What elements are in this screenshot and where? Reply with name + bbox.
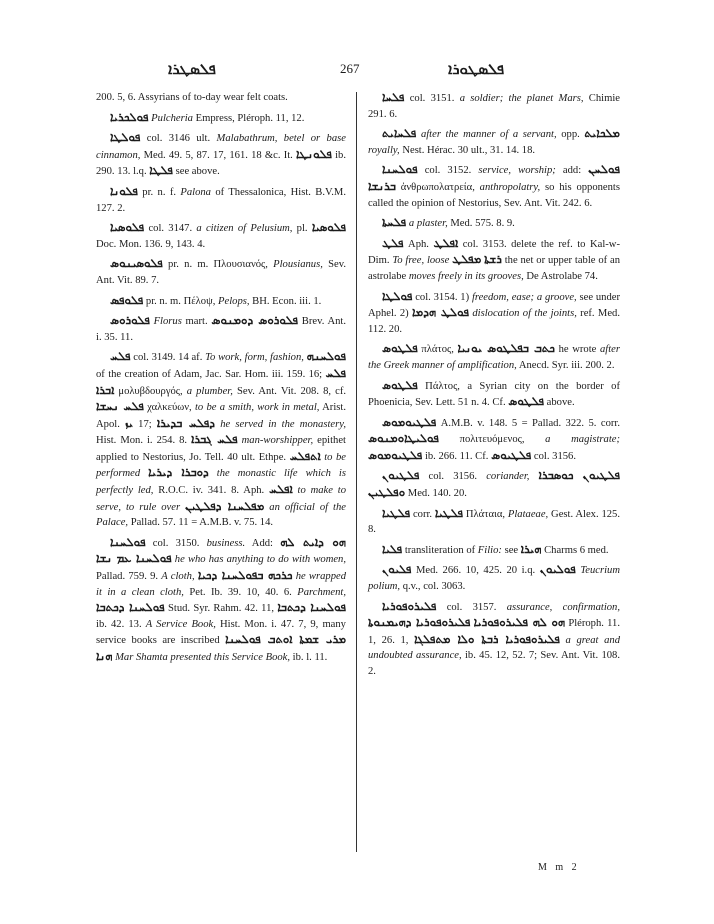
entry-text: see under Aphel. 2) bbox=[368, 291, 620, 320]
syriac-text: ܦܘܠܝܘܢ bbox=[539, 562, 576, 577]
entry-text: col. 3150. bbox=[145, 537, 207, 549]
entry-text: corr. bbox=[410, 508, 435, 520]
italic-gloss: to be performed bbox=[96, 451, 346, 480]
entry-text: Charms 6 med. bbox=[541, 544, 609, 556]
dictionary-entry bbox=[96, 184, 346, 216]
entry-text: 17; bbox=[132, 418, 157, 430]
syriac-text: ܗܘ ܕܐܝܬ ܠܗ ܦܘܠܚܢܐ ܥܡ ܢܫܐ bbox=[96, 534, 346, 566]
entry-text: Med. 266. 10, 425. 20 i.q. bbox=[411, 565, 540, 577]
entry-text: of Thessalonica, Hist. B.V.M. 127. 2. bbox=[96, 186, 347, 214]
left-column bbox=[96, 90, 346, 670]
syriac-text: ܡܠܟܐܝܬ bbox=[584, 126, 620, 141]
entry-text: Stud. Syr. Rahm. 42. 11, bbox=[164, 603, 278, 615]
entry-text: col. 3156. bbox=[419, 471, 487, 483]
entry-text: he wrote bbox=[554, 344, 600, 356]
entry-text: transliteration of bbox=[402, 544, 478, 556]
entry-text: col. 3152. bbox=[417, 165, 479, 177]
italic-gloss: Mar Shamta presented this Service Book, bbox=[115, 652, 291, 663]
syriac-text: ܦܘܠܟܪܝܐ bbox=[110, 109, 149, 124]
dictionary-entry bbox=[368, 90, 620, 122]
italic-gloss: a plaster, bbox=[408, 218, 448, 230]
italic-gloss: Plataeae, bbox=[507, 508, 549, 520]
italic-gloss: royally, bbox=[368, 144, 400, 156]
entry-text: Sev. Ant. Vit. 208. 8, cf. bbox=[232, 385, 347, 397]
dictionary-entry bbox=[96, 313, 346, 345]
dictionary-entry bbox=[96, 90, 346, 106]
entry-text: mart. bbox=[181, 316, 212, 328]
italic-gloss: to be a smith, work in metal, bbox=[194, 402, 320, 414]
syriac-text: ܦܘܠܚܢܐ bbox=[382, 162, 418, 177]
syriac-text: ܦܠܝܘܢ bbox=[382, 562, 412, 577]
entry-text: see above. bbox=[172, 166, 220, 178]
entry-text: Πλάταια, bbox=[463, 508, 508, 520]
entry-text: Pet. Ib. 39. 10, 40. 6. bbox=[183, 586, 298, 598]
syriac-text: ܦܠܚܐ bbox=[382, 90, 405, 104]
syriac-text: ܦܠܘܢܐ bbox=[110, 183, 138, 198]
italic-gloss: a magistrate; bbox=[545, 434, 621, 446]
dictionary-entry bbox=[368, 506, 620, 538]
syriac-text: ܦܠܘܪܘܣ ܕܘܡܢܘܣ bbox=[211, 313, 299, 328]
entry-text: above. bbox=[544, 397, 575, 409]
entry-text bbox=[140, 468, 148, 479]
syriac-text: ܦܘܠܝܛܐܘܡܢܘܣ bbox=[368, 431, 439, 446]
entry-text: χαλκεύων, bbox=[143, 402, 195, 414]
syriac-text: ܦܠܛ bbox=[382, 235, 404, 250]
syriac-text: ܦܠܘܪܘܣ bbox=[110, 313, 150, 328]
entry-text: col. 3147. bbox=[144, 223, 197, 235]
syriac-text: ܦܠܛܝܘܢ bbox=[382, 468, 420, 483]
syriac-text: ܡܦܠܚܢܐ ܕܦܠܛܝܢ bbox=[185, 498, 265, 513]
italic-gloss: he wrapped it in a clean cloth, bbox=[96, 571, 347, 598]
dictionary-entry bbox=[368, 599, 620, 680]
syriac-text: ܦܠܛܐ bbox=[149, 163, 173, 178]
syriac-text: ܟܘܣܒܪܐ bbox=[538, 468, 574, 483]
right-column bbox=[368, 90, 620, 684]
entry-text: Chimie 291. 6. bbox=[368, 93, 620, 120]
entry-text: Arist. Apol. bbox=[96, 402, 346, 430]
syriac-text: ܦܠܛܝܘܣ bbox=[491, 447, 532, 462]
entry-text: μολυβδουργός, bbox=[114, 385, 187, 397]
entry-text: BH. Econ. iii. 1. bbox=[249, 295, 322, 307]
dictionary-entry bbox=[96, 535, 346, 666]
syriac-text: ܦܠܝܪܘܦܘܪܝܐ ܪܒܬܐ ܘܠܐ ܡܬܦܠܓܐ bbox=[414, 631, 560, 646]
italic-gloss: Pelops, bbox=[218, 295, 250, 307]
italic-gloss: to make to serve, to rule over bbox=[96, 485, 346, 513]
syriac-text: ܦܠܚ ܓܒܪܐ bbox=[191, 432, 238, 447]
entry-text: Empress, Pléroph. 11, 12. bbox=[192, 112, 305, 124]
syriac-text: ܡܦܠܛ bbox=[452, 252, 482, 267]
column-divider bbox=[356, 92, 357, 852]
entry-text: pr. n. m. Πλουσιανός, bbox=[162, 259, 274, 271]
entry-text bbox=[209, 468, 217, 479]
italic-gloss: Parchment, bbox=[297, 586, 347, 598]
dictionary-entry bbox=[368, 341, 620, 373]
entry-text: Sev. Ant. Vit. 89. 7. bbox=[96, 259, 346, 286]
syriac-text: ܦܠܛܝܘܢ ܘܦܠܛܝܢ bbox=[368, 468, 621, 500]
entry-text: πολιτευόμενος, bbox=[438, 434, 546, 446]
italic-gloss: Teucrium polium, bbox=[368, 565, 620, 593]
syriac-text: ܦܠܛܘܣ bbox=[382, 341, 418, 356]
entry-text: so his opponents called the opinion of Nestorius, Sev. Ant. Vit. 242. 6. bbox=[368, 181, 620, 209]
syriac-text: ܦܠܛܝܘܡܘܣ bbox=[368, 447, 423, 462]
italic-gloss: dislocation of the joints, bbox=[472, 308, 577, 320]
italic-gloss: a soldier; the planet Mars, bbox=[459, 93, 584, 104]
italic-gloss: the monastic life which is perfectly led, bbox=[96, 468, 346, 497]
syriac-text: ܡܪܝ ܫܡܬܐ ܐܘܬܒ ܦܘܠܚܢܐ ܗܢܐ bbox=[96, 632, 347, 663]
entry-text: ib. 45. 12, 52. 7; Sev. Ant. Vit. 108. 2. bbox=[368, 650, 620, 677]
entry-text: Med. 140. 20. bbox=[405, 488, 467, 500]
header-left-headword: ܦܠܣܛܪܐ bbox=[168, 60, 216, 78]
entry-text: Aph. bbox=[403, 238, 434, 250]
entry-text: ib. 290. 13. l.q. bbox=[96, 149, 346, 178]
syriac-text: ܕܘܒܪܐ ܕܝܪܝܐ bbox=[148, 465, 209, 480]
entry-text: of the creation of Adam, Jac. Sar. Hom. iii. 159. 16; bbox=[96, 368, 326, 380]
italic-gloss: after the manner of a servant, bbox=[420, 129, 557, 141]
syriac-text: ܦܠܚܬܐ bbox=[382, 215, 407, 230]
entry-text: ref. Med. 112. 20. bbox=[368, 308, 620, 335]
entry-text: A.M.B. v. 148. 5 = Pallad. 322. 5. corr. bbox=[436, 417, 620, 429]
syriac-text: ܟܬܒ ܒܦܠܛܘܣ ܝܘܢܝܐ bbox=[457, 341, 555, 356]
italic-gloss: Filio: bbox=[477, 544, 502, 556]
italic-gloss: To work, form, fashion, bbox=[205, 352, 304, 364]
syriac-text: ܦܠܘܣܝܐ bbox=[110, 220, 145, 235]
syriac-text: ܦܠܘܦܣ bbox=[110, 292, 144, 307]
italic-gloss: he who has anything to do with women, bbox=[174, 554, 346, 566]
italic-gloss: A Service Book, bbox=[145, 618, 216, 630]
syriac-text: ܕܦܠܚ ܒܕܝܪܐ bbox=[156, 415, 215, 430]
dictionary-entry bbox=[368, 562, 620, 594]
syriac-text: ܦܠܘܣܝܢܘܣ bbox=[110, 256, 163, 271]
italic-gloss: he served in the monastery, bbox=[220, 418, 347, 430]
header-right-headword: ܦܠܣܛܘܪܐ bbox=[448, 60, 505, 78]
syriac-text: ܦܘܠܛ ܗܕܡܐ bbox=[412, 305, 470, 320]
syriac-text: ܦܘܠܚܢ ܒܪܢܫܐ bbox=[368, 162, 620, 193]
italic-gloss: freedom, ease; a groove, bbox=[471, 291, 577, 303]
entry-text: Pléroph. 11. 1, 26. 1, bbox=[368, 618, 621, 646]
dictionary-entry bbox=[368, 215, 620, 232]
syriac-text: ܦܠܝܪܘܦܘܪܝܐ bbox=[382, 598, 437, 613]
syriac-text: ܦܠܚܐܝܬ bbox=[382, 126, 417, 141]
syriac-text: ܦܘܠܚܢܗ bbox=[306, 349, 346, 364]
entry-text: col. 3146 ult. bbox=[140, 133, 217, 145]
entry-text: R.O.C. iv. 341. 8. Aph. bbox=[153, 485, 269, 497]
entry-text bbox=[529, 471, 538, 482]
italic-gloss: man-worshipper, bbox=[241, 435, 314, 447]
italic-gloss: anthropolatry, bbox=[479, 181, 541, 193]
italic-gloss: Plousianus, bbox=[273, 259, 323, 271]
entry-text: Med. 49. 5, 87. 17, 161. 18 &c. It. bbox=[140, 149, 297, 161]
italic-gloss: To free, loose bbox=[392, 255, 450, 267]
entry-text: pr. n. m. Πέλοψ, bbox=[143, 295, 219, 307]
syriac-text: ܦܠܚ ܢܚܫܐ bbox=[96, 399, 144, 414]
entry-text: col. 3157. bbox=[436, 601, 507, 613]
entry-text: Nest. Hérac. 30 ult., 31. 14. 18. bbox=[399, 144, 536, 156]
entry-text: ἀνθρωπολατρεία, bbox=[395, 181, 480, 193]
entry-text: col. 3156. bbox=[531, 450, 576, 462]
entry-text: Pallad. 759. 9. bbox=[96, 571, 162, 583]
syriac-text: ܦܘܠܛܐ bbox=[382, 288, 413, 303]
syriac-text: ܪܫܬܐ bbox=[484, 252, 502, 267]
syriac-text: ܦܠܝܐ bbox=[382, 541, 403, 556]
syriac-text: ܐܬܦܠܚ bbox=[289, 448, 321, 463]
syriac-text: ܦܠܛܝܐ bbox=[382, 505, 411, 520]
italic-gloss: a great and undoubted assurance, bbox=[368, 634, 620, 662]
syriac-text: ܦܘܠܚܢܐ ܕܟܬܒܐ bbox=[277, 600, 347, 615]
syriac-text: ܦܘܠܛܐ bbox=[110, 130, 141, 145]
syriac-text: ܦܠܚ ܐܒܪܐ bbox=[96, 365, 346, 397]
entry-text: Doc. Mon. 136. 9, 143. 4. bbox=[96, 238, 206, 250]
dictionary-entry bbox=[96, 349, 346, 531]
signature-mark: M m 2 bbox=[538, 862, 580, 873]
syriac-text: ܟܪܟܗ ܒܦܘܠܚܢܐ ܕܟܝܐ bbox=[197, 568, 293, 583]
entry-text bbox=[574, 471, 583, 482]
italic-gloss: Pulcheria bbox=[151, 112, 193, 124]
entry-text: Pallad. 57. 11 = A.M.B. v. 75. 14. bbox=[128, 517, 274, 529]
italic-gloss: a plumber, bbox=[186, 385, 233, 397]
syriac-text: ܦܠܛܘܣ bbox=[508, 394, 545, 409]
running-header bbox=[0, 60, 714, 80]
syriac-text: ܐܦܠܛ bbox=[433, 235, 459, 250]
entry-text: πλάτος, bbox=[417, 344, 458, 356]
entry-text: col. 3153. delete the ref. to Kal-w-Dim. bbox=[368, 238, 620, 267]
syriac-text: ܗܝܪܐ bbox=[520, 541, 542, 556]
syriac-text: ܦܠܛܝܐ bbox=[434, 505, 464, 520]
italic-gloss: business. bbox=[206, 537, 246, 549]
entry-text: ib. l. 11. bbox=[290, 652, 328, 663]
entry-text: pr. n. f. bbox=[137, 186, 181, 198]
dictionary-entry bbox=[368, 542, 620, 559]
italic-gloss: an official of the Palace, bbox=[96, 501, 347, 529]
entry-text: see bbox=[501, 544, 521, 556]
italic-gloss: assurance, confirmation, bbox=[506, 601, 621, 613]
entry-text: add: bbox=[555, 165, 589, 177]
entry-text: pl. bbox=[292, 223, 312, 235]
dictionary-entry bbox=[368, 378, 620, 411]
dictionary-entry bbox=[368, 468, 620, 501]
dictionary-entry bbox=[368, 289, 620, 338]
dictionary-entry bbox=[96, 220, 346, 252]
entry-text: the net or upper table of an astrolabe bbox=[368, 255, 620, 282]
syriac-text: ܦܠܛܝܘܡܘܣ bbox=[382, 414, 437, 429]
syriac-text: ܦܠܛܘܣ bbox=[382, 377, 418, 392]
italic-gloss: Palona bbox=[180, 186, 211, 198]
dictionary-entry bbox=[96, 110, 346, 127]
entry-text: col. 3151. bbox=[404, 93, 460, 104]
dictionary-entry bbox=[96, 256, 346, 288]
entry-text: 200. 5, 6. Assyrians of to-day wear felt coats. bbox=[96, 92, 288, 103]
entry-text: ib. 42. 13. bbox=[96, 618, 146, 630]
dictionary-entry bbox=[368, 236, 620, 285]
italic-gloss: moves freely in its grooves, bbox=[408, 270, 524, 282]
entry-text: ib. 266. 11. Cf. bbox=[422, 450, 492, 462]
syriac-text: ܦܠܘܣܝܐ bbox=[311, 220, 347, 235]
entry-text: De Astrolabe 74. bbox=[523, 270, 598, 282]
italic-gloss: Malabathrum, betel or base cinnamon, bbox=[96, 133, 346, 161]
entry-text: Gest. Alex. 125. 8. bbox=[368, 508, 620, 536]
italic-gloss: Florus bbox=[153, 316, 182, 328]
dictionary-entry bbox=[368, 126, 620, 158]
entry-text: Hist. Mon. i. 47. 7, 9, many service books are inscribed bbox=[96, 618, 346, 647]
dictionary-entry bbox=[368, 415, 620, 465]
italic-gloss: a citizen of Pelusium, bbox=[196, 223, 293, 235]
entry-text: Πάλτος, a Syrian city on the border of Phoenicia, Sev. Lett. 51 n. 4. Cf. bbox=[368, 380, 620, 409]
entry-text: col. 3149. 14 af. bbox=[130, 352, 206, 364]
syriac-text: ܐܦܠܚ bbox=[269, 482, 293, 497]
dictionary-entry bbox=[96, 293, 346, 310]
italic-gloss: service, worship; bbox=[478, 165, 556, 177]
syriac-text: ܦܘܠܚܢܐ ܕܟܬܒܐ bbox=[96, 600, 165, 615]
syriac-text: ܦܘܠܚܢܐ bbox=[110, 534, 146, 549]
entry-text: Med. 575. 8. 9. bbox=[447, 218, 515, 230]
entry-text: q.v., col. 3063. bbox=[400, 581, 466, 593]
italic-gloss: after the Greek manner of amplification, bbox=[368, 344, 620, 371]
italic-gloss: coriander, bbox=[486, 471, 530, 483]
entry-text: Add: bbox=[245, 537, 281, 549]
entry-text: Hist. Mon. i. 254. 8. bbox=[96, 435, 192, 447]
syriac-text: ܦܠܘܢܛܐ bbox=[296, 146, 332, 161]
entry-text: epithet applied to Nestorius, Jo. Tell. 40 ult. Ethpe. bbox=[96, 435, 346, 463]
entry-text: col. 3154. 1) bbox=[412, 291, 472, 303]
entry-text: opp. bbox=[556, 129, 585, 141]
syriac-text: ܝܙ bbox=[125, 415, 133, 430]
dictionary-entry bbox=[368, 162, 620, 211]
entry-text: Brev. Ant. i. 35. 11. bbox=[96, 316, 347, 343]
entry-text: Anecd. Syr. iii. 200. 2. bbox=[516, 359, 615, 371]
italic-gloss: A cloth, bbox=[161, 571, 195, 583]
syriac-text: ܦܠܚ bbox=[110, 349, 131, 364]
syriac-text: ܦܠܝܪܘܦܘܪܝܐ ܕܗܝܡܢܘܬܐ bbox=[368, 615, 471, 630]
dictionary-entry bbox=[96, 130, 346, 180]
syriac-text: ܗܘ ܠܗ ܦܠܝܪܘܦܘܪܝܐ bbox=[473, 615, 566, 630]
page-number: 267 bbox=[340, 61, 360, 76]
